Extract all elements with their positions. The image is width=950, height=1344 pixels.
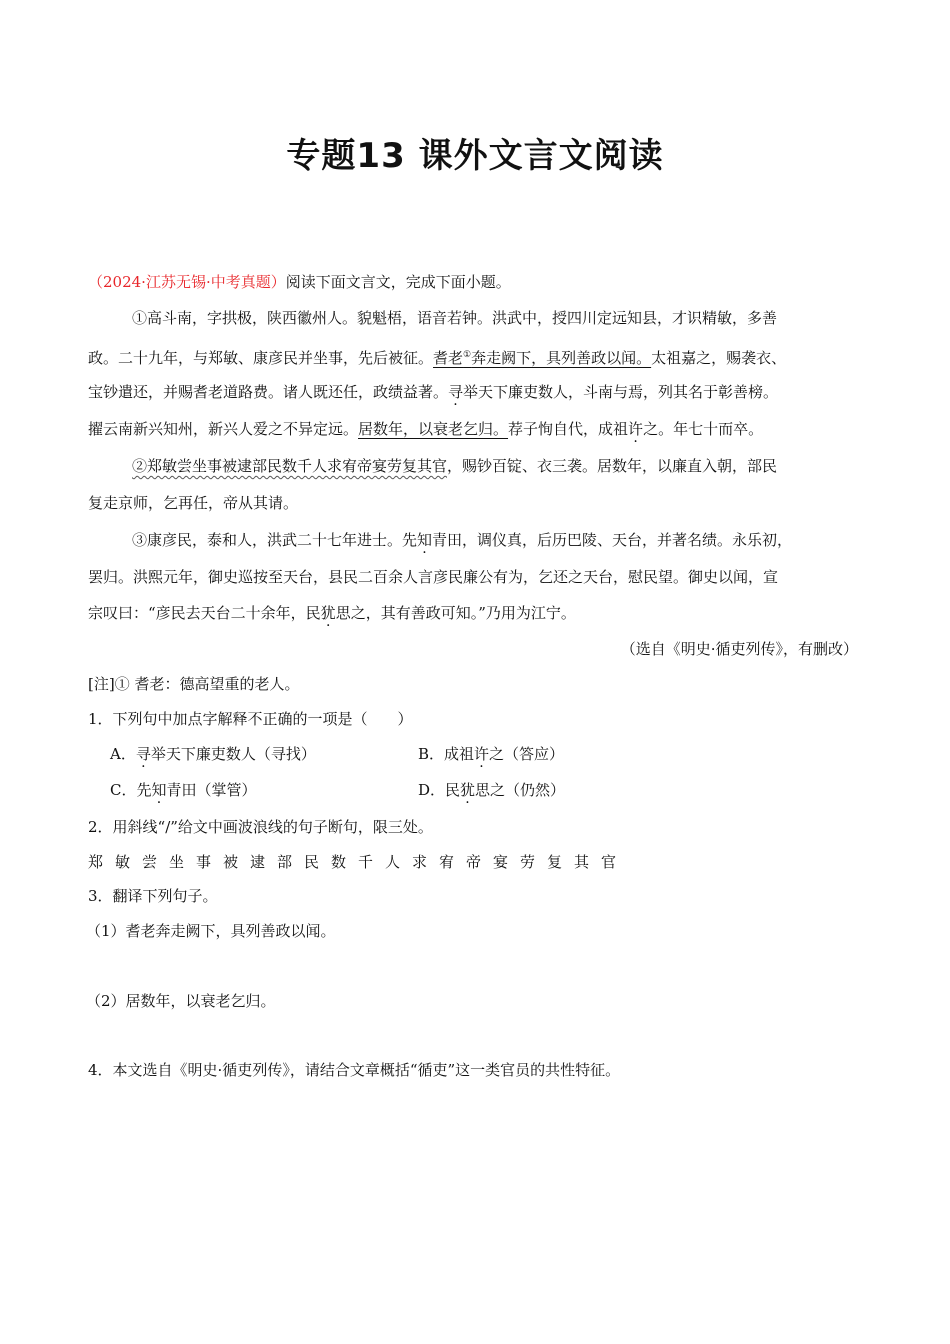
option-label: A． [110,745,136,763]
text: 擢云南新兴知州，新兴人爱之不异定远。 [88,420,359,438]
passage-p3-line1 [132,530,792,550]
dotted-char: 寻 [135,745,151,763]
dotted-char: 许 [628,420,644,438]
text: ，赐钞百锭、衣三袭。居数年，以廉直入朝，部民 [447,457,778,475]
dotted-char: 许 [474,745,490,763]
passage-p3-line3 [88,603,576,623]
wavy-underlined-sentence: ②郑敏尝坐事被逮部民数千人求宥帝宴劳复其官 [132,457,448,475]
text: 奔走阙下，具列善政以闻。 [471,349,652,367]
passage-p1-line4 [88,419,763,439]
footnote-marker: ① [463,350,472,360]
dotted-char: 知 [151,781,167,799]
text: 太祖嘉之，赐袭衣、 [651,349,787,367]
passage-p1-line1: ①高斗南，字拱极，陕西徽州人。貌魁梧，语音若钟。洪武中，授四川定远知县，才识精敏，多善 [132,309,778,327]
passage-p1-line3 [88,382,778,402]
option-c [110,780,257,800]
question-intro [88,272,511,292]
option-a [110,744,316,764]
dotted-char: 犹 [320,604,336,622]
text: 青田（掌管） [166,781,257,799]
dotted-char: 知 [417,531,433,549]
text: 宗叹曰：“彦民去天台二十余年，民 [88,604,321,622]
dotted-char: 犹 [460,781,476,799]
text: 举天下廉吏数人（寻找） [150,745,316,763]
translation-sentence-1: （1）耆老奔走阙下，具列善政以闻。 [86,922,336,940]
passage-source: （选自《明史·循吏列传》，有删改） [620,640,858,658]
option-d [418,780,565,800]
text: 荐子恂自代，成祖 [508,420,629,438]
underlined-sentence-1 [433,349,651,367]
question-2-stem: 2．用斜线“/”给文中画波浪线的句子断句，限三处。 [88,818,433,836]
text: 青田，调仪真，后历巴陵、天台，并著名绩。永乐初， [432,531,793,549]
option-label: C．先 [110,781,152,799]
passage-p2-line1 [132,456,777,476]
footnote: [注]① 耆老：德高望重的老人。 [88,675,300,693]
page-title: 专题13 课外文言文阅读 [286,136,664,176]
dotted-char: 寻 [448,383,464,401]
option-label: B．成祖 [418,745,475,763]
passage-p2-line2: 复走京师，乞再任，帝从其请。 [88,494,299,512]
passage-p1-line2 [88,345,786,368]
passage-p3-line2: 罢归。洪熙元年，御史巡按至天台，县民二百余人言彦民廉公有为，乞还之天台，慰民望。御史以闻，宣 [88,568,779,586]
text: 举天下廉吏数人，斗南与焉，列其名于彰善榜。 [463,383,779,401]
text: 宝钞遣还，并赐耆老道路费。诸人既还任，政绩益著。 [88,383,449,401]
text: 之（答应） [489,745,565,763]
text: 思之（仍然） [475,781,566,799]
text: ③康彦民，泰和人，洪武二十七年进士。先 [132,531,418,549]
text: 耆老 [433,349,464,367]
text: 政。二十九年，与郑敏、康彦民并坐事，先后被征。 [88,349,434,367]
translation-sentence-2: （2）居数年，以衰老乞归。 [86,992,276,1010]
question-3-stem: 3．翻译下列句子。 [88,887,218,905]
option-b [418,744,564,764]
intro-text: 阅读下面文言文，完成下面小题。 [285,273,511,291]
punctuation-sentence: 郑敏尝坐事被逮部民数千人求宥帝宴劳复其官 [88,853,629,871]
text: 之。年七十而卒。 [643,420,764,438]
option-label: D．民 [418,781,461,799]
text: 思之，其有善政可知。”乃用为江宁。 [335,604,576,622]
underlined-sentence-2: 居数年，以衰老乞归。 [358,420,509,438]
question-1-stem: 1．下列句中加点字解释不正确的一项是（ ） [88,710,413,728]
source-tag: （2024·江苏无锡·中考真题） [88,273,286,291]
question-4-stem: 4．本文选自《明史·循吏列传》，请结合文章概括“循吏”这一类官员的共性特征。 [88,1061,621,1079]
